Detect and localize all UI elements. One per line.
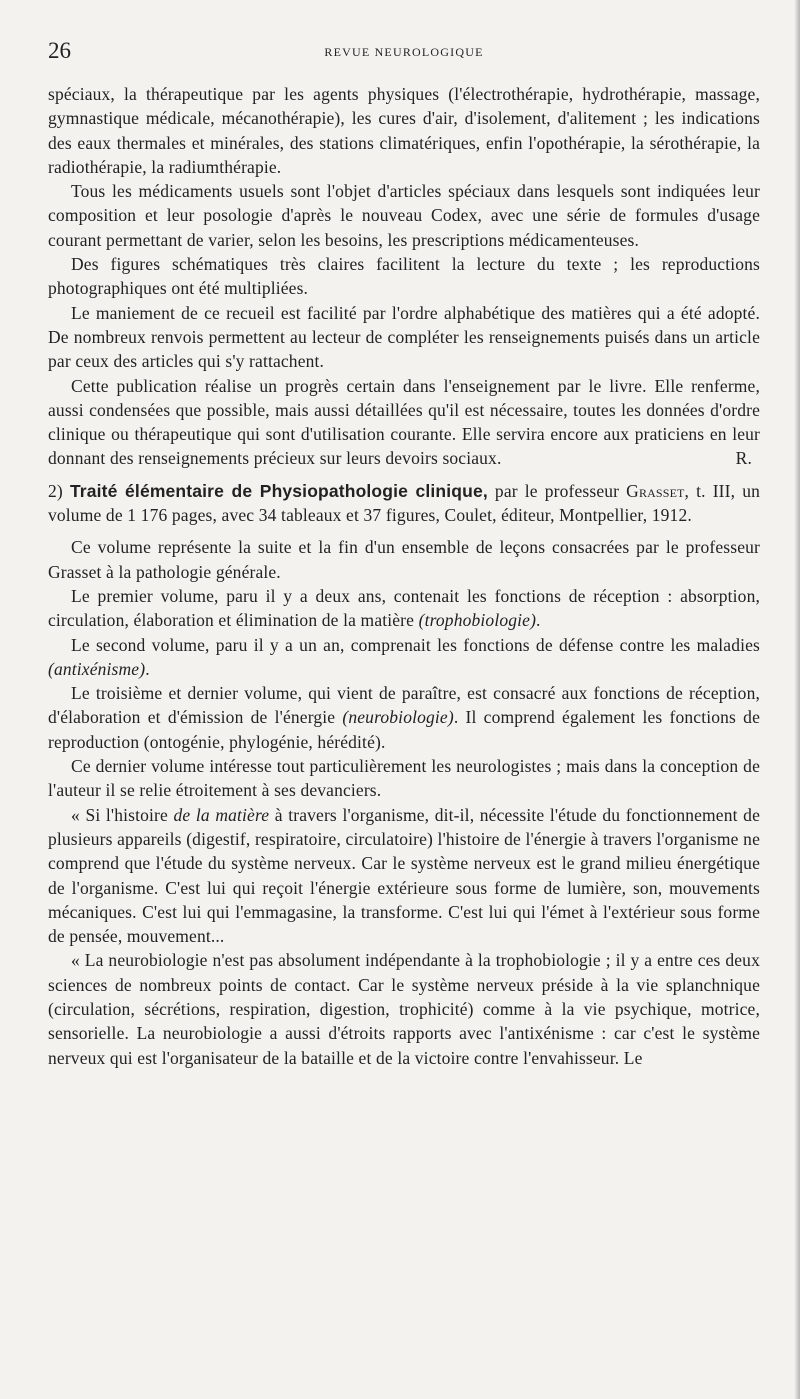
page-header <box>48 38 760 68</box>
paragraph-text: Le troisième et dernier volume, qui vient de paraître, est consacré aux fonctions de réception, d'élaboration et d'émission de l'énergie <box>48 683 760 728</box>
paragraph: Tous les médicaments usuels sont l'objet d'articles spéciaux dans lesquels sont indiquées leur composition et leur posologie d'après le nouveau Codex, avec une série de formules d'usage courant permettant de varier, selon les besoins, les prescriptions médicamenteuses. <box>48 181 760 250</box>
paragraph <box>48 633 760 682</box>
paragraph: Des figures schématiques très claires facilitent la lecture du texte ; les reproductions photographiques ont été multipliées. <box>48 254 760 299</box>
paragraph-signed <box>48 374 760 471</box>
running-title: REVUE NEUROLOGIQUE <box>324 45 484 59</box>
page <box>48 38 760 1070</box>
entry-details: , t. III, un volume de 1 176 pages, avec 34 tableaux et 37 figures, Coulet, éditeur, Montpellier, 1912. <box>48 480 760 526</box>
quote-paragraph: « La neurobiologie n'est pas absolument indépendante à la trophobiologie ; il y a entre ces deux sciences de nombreux points de contact. Car le système nerveux préside à la vie splanchnique (circulation, sécrétions, respiration, digestion, trophicité) comme à la vie psychique, motrice, sensorielle. La neurobiologie a aussi d'étroits rapports avec l'antixénisme : car c'est le système nerveux qui est l'organisateur de la bataille et de la victoire contre l'envahisseur. Le <box>48 950 760 1068</box>
paragraph <box>48 681 760 754</box>
paragraph-text: Cette publication réalise un progrès certain dans l'enseignement par le livre. Elle renferme, aussi condensées que possible, mais aussi détaillées qu'il est nécessaire, toutes les données d'ordre clinique ou thérapeutique qui sont d'utilisation courante. Elle servira encore aux praticiens en leur donnant des renseignements précieux sur leurs devoirs sociaux. <box>48 375 760 469</box>
paragraph: Le maniement de ce recueil est facilité par l'ordre alphabétique des matières qui a été adopté. De nombreux renvois permettent au lecteur de compléter les renseignements puisés dans un article par ceux des articles qui s'y rattachent. <box>48 302 760 372</box>
italic-term: (antixénisme) <box>48 658 146 679</box>
italic-term: de la matière <box>173 804 270 825</box>
italic-term: (neurobiologie) <box>342 707 454 728</box>
entry-author: Grasset <box>626 480 685 501</box>
paragraph-text: Le premier volume, paru il y a deux ans, contenait les fonctions de réception : absorption, circulation, élaboration et élimination de la matière <box>48 585 760 631</box>
paragraph: Ce volume représente la suite et la fin d'un ensemble de leçons consacrées par le professeur Grasset à la pathologie générale. <box>48 537 760 582</box>
paragraph <box>48 584 760 633</box>
reviewer-signature: R. <box>735 448 752 469</box>
body-text <box>48 82 760 1070</box>
paragraph-text: . <box>145 658 150 679</box>
page-number: 26 <box>48 38 71 63</box>
paragraph-text: « Si l'histoire <box>71 804 168 825</box>
entry-number: 2) <box>48 480 63 501</box>
entry-title: Traité élémentaire de Physiopathologie clinique, <box>69 480 488 501</box>
paragraph: Ce dernier volume intéresse tout particulièrement les neurologistes ; mais dans la conception de l'auteur il se relie étroitement à ses devanciers. <box>48 756 760 801</box>
paragraph-text: Le second volume, paru il y a un an, comprenait les fonctions de défense contre les maladies <box>71 634 760 655</box>
italic-term: (trophobiologie) <box>418 610 537 631</box>
quote-paragraph <box>48 803 760 949</box>
paragraph-text: à travers l'organisme, dit-il, nécessite l'étude du fonctionnement de plusieurs appareils (digestif, respiratoire, circulatoire) l'histoire de l'énergie à travers l'organisme ne comprend que l'étude du système nerveux. Car le système nerveux est le grand milieu énergétique de l'organisme. C'est lui qui reçoit l'énergie extérieure sous forme de lumière, son, mouvements mécaniques. C'est lui qui l'emmagasine, la transforme. C'est lui qui l'émet à l'extérieur sous forme de pensée, mouvement... <box>48 804 761 947</box>
page-edge-shadow <box>794 0 800 1399</box>
paragraph-text: . <box>536 610 541 631</box>
paragraph-text: . Il comprend également les fonctions de reproduction (ontogénie, phylogénie, hérédité). <box>48 707 760 752</box>
entry-by: par le professeur <box>494 480 620 501</box>
bibliographic-entry <box>48 479 760 528</box>
paragraph: spéciaux, la thérapeutique par les agents physiques (l'électrothérapie, hydrothérapie, massage, gymnastique médicale, mécanothérapie), les cures d'air, d'isolement, d'alitement ; les indications des eaux thermales et minérales, des stations climatériques, enfin l'opothérapie, la sérothérapie, la radiothérapie, la radiumthérapie. <box>48 84 760 177</box>
